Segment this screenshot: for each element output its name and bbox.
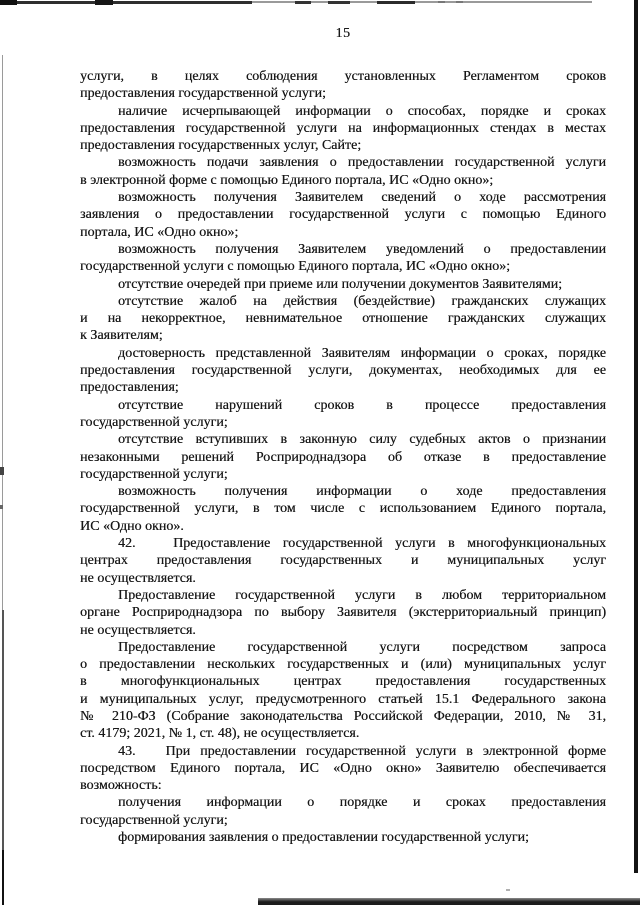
text-line: отсутствие очередей при приеме или получении документов Заявителями;	[118, 276, 562, 292]
scan-artifact-top-band	[0, 0, 17, 5]
text-line: возможность получения информации о ходе предоставления	[118, 484, 606, 500]
text-line: портала, ИС «Одно окно»;	[80, 224, 239, 240]
scan-artifact-bottom-band	[258, 898, 640, 905]
text-line: возможность подачи заявления о предоставлении государственной услуги	[118, 155, 606, 171]
page-number: 15	[335, 26, 351, 41]
scan-artifact-left-tick	[0, 467, 4, 475]
text-line: возможность получения Заявителем сведений о ходе рассмотрения	[118, 190, 606, 206]
scan-artifact-top-dash	[377, 1, 415, 5]
text-line: отсутствие жалоб на действия (бездействие) гражданских служащих	[118, 293, 606, 309]
document-body	[80, 68, 606, 846]
scan-artifact-top-band	[252, 1, 592, 3]
text-line: незаконными решений Росприроднадзора об отказе в предоставление	[80, 449, 606, 465]
text-line: достоверность представленной Заявителям информации о сроках, порядке	[118, 345, 606, 361]
scan-artifact-top-dash	[456, 1, 463, 3]
text-line: органе Росприроднадзора по выбору Заявителя (экстерриториальный принцип)	[80, 605, 606, 621]
scan-artifact-top-band	[0, 1, 252, 4]
text-line: не осуществляется.	[80, 570, 196, 586]
text-line: Предоставление государственной услуги в любом территориальном	[118, 587, 606, 603]
text-line: формирования заявления о предоставлении государственной услуги;	[118, 830, 529, 846]
scan-artifact-left-edge-line	[2, 610, 4, 850]
scan-artifact-right-edge-line	[634, 0, 638, 873]
text-line: возможность:	[80, 778, 162, 794]
text-line: предоставления государственной услуги на информационных стендах в местах	[80, 120, 606, 136]
text-line: в электронной форме с помощью Единого портала, ИС «Одно окно»;	[80, 172, 494, 188]
text-line: и на некорректное, невнимательное отношение гражданских служащих	[80, 311, 606, 327]
text-line: предоставления;	[80, 380, 179, 396]
text-line: 43. При предоставлении государственной услуги в электронной форме	[118, 743, 606, 759]
text-line: не осуществляется.	[80, 622, 196, 638]
text-line: и муниципальных услуг, предусмотренного статьей 15.1 Федерального закона	[80, 691, 606, 707]
text-line: предоставления государственной услуги;	[80, 86, 326, 102]
text-line: получения информации о порядке и сроках предоставления	[118, 795, 606, 811]
text-line: ст. 4179; 2021, № 1, ст. 48), не осуществляется.	[80, 726, 360, 742]
scan-artifact-top-dash	[295, 1, 311, 4]
scan-artifact-top-dash	[438, 1, 445, 3]
scan-artifact-left-edge-line	[2, 850, 5, 905]
text-line: в многофункциональных центрах предоставления государственных	[80, 674, 606, 690]
text-line: государственной услуги;	[80, 466, 228, 482]
text-line: предоставления государственной услуги, документах, необходимых для ее	[80, 363, 606, 379]
scan-artifact-top-band	[95, 0, 113, 5]
text-line: возможность получения Заявителем уведомлений о предоставлении	[118, 241, 606, 257]
text-line: услуги, в целях соблюдения установленных Регламентом сроков	[80, 69, 606, 84]
scan-artifact-left-edge-line	[2, 55, 3, 610]
text-line: посредством Единого портала, ИС «Одно окно» Заявителю обеспечивается	[80, 760, 606, 776]
text-line: отсутствие нарушений сроков в процессе предоставления	[118, 397, 606, 413]
text-line: государственной услуги;	[80, 414, 228, 430]
text-line: № 210-ФЗ (Собрание законодательства Российской Федерации, 2010, № 31,	[80, 708, 606, 724]
text-line: ИС «Одно окно».	[80, 518, 184, 534]
text-line: Предоставление государственной услуги посредством запроса	[118, 639, 606, 655]
scan-artifact-left-tick	[0, 505, 3, 509]
text-line: наличие исчерпывающей информации о способах, порядке и сроках	[118, 103, 606, 119]
scan-artifact-top-dash	[328, 1, 350, 4]
text-line: 42. Предоставление государственной услуги в многофункциональных	[118, 536, 606, 552]
text-line: предоставления государственных услуг, Сайте;	[80, 138, 362, 154]
scan-artifact-speck	[506, 889, 510, 891]
text-line: о предоставлении нескольких государственных и (или) муниципальных услуг	[80, 657, 606, 673]
text-line: центрах предоставления государственных и муниципальных услуг	[80, 553, 606, 569]
text-line: государственной услуги с помощью Единого портала, ИС «Одно окно»;	[80, 259, 510, 275]
text-line: государственной услуги;	[80, 812, 228, 828]
text-line: отсутствие вступивших в законную силу судебных актов о признании	[118, 432, 606, 448]
text-line: заявления о предоставлении государственной услуги с помощью Единого	[80, 207, 606, 223]
text-line: к Заявителям;	[80, 328, 163, 344]
text-line: государственной услуги, в том числе с использованием Единого портала,	[80, 501, 606, 517]
